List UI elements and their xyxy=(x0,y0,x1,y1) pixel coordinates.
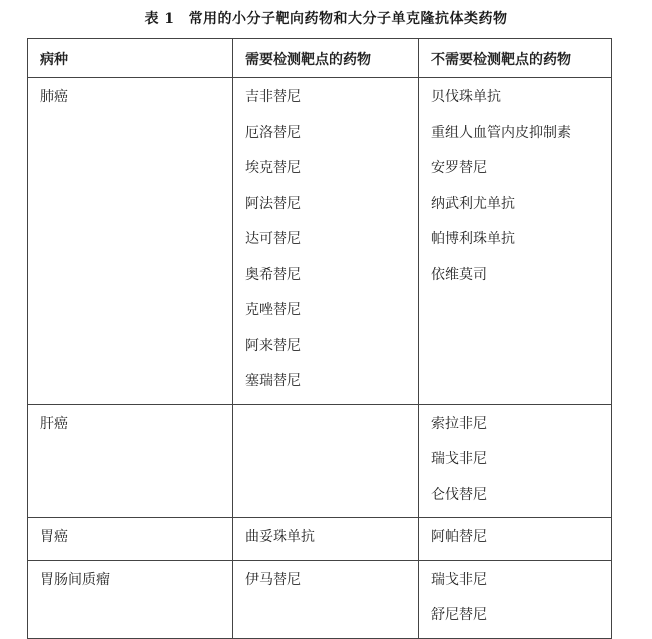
targeted-drugs-cell xyxy=(233,404,419,518)
drug-name: 阿帕替尼 xyxy=(431,529,487,545)
drug-name: 塞瑞替尼 xyxy=(245,373,301,389)
drug-name: 依维莫司 xyxy=(431,266,487,283)
drug-name: 埃克替尼 xyxy=(245,160,301,176)
disease-cell xyxy=(28,78,233,405)
drug-name: 贝伐珠单抗 xyxy=(431,89,501,105)
untargeted-drugs-cell xyxy=(419,560,612,638)
drug-name: 安罗替尼 xyxy=(431,160,487,176)
untargeted-drugs-cell xyxy=(419,518,612,561)
drug-name: 厄洛替尼 xyxy=(245,124,301,141)
drug-name: 纳武利尤单抗 xyxy=(431,195,515,212)
drug-name: 伊马替尼 xyxy=(245,571,301,588)
table-body xyxy=(28,78,612,639)
table-row xyxy=(28,518,612,561)
drug-name: 瑞戈非尼 xyxy=(431,571,487,588)
drug-table xyxy=(27,38,612,639)
header-untargeted-drugs: 不需要检测靶点的药物 xyxy=(419,39,612,78)
drug-name: 奥希替尼 xyxy=(245,266,301,283)
table-caption xyxy=(0,8,652,28)
drug-name: 吉非替尼 xyxy=(245,89,301,105)
drug-name: 达可替尼 xyxy=(245,231,301,247)
targeted-drugs-cell xyxy=(233,560,419,638)
disease-cell xyxy=(28,404,233,518)
drug-name: 克唑替尼 xyxy=(245,302,301,318)
drug-name: 阿法替尼 xyxy=(245,195,301,212)
drug-name: 重组人血管内皮抑制素 xyxy=(431,124,571,141)
header-targeted-drugs: 需要检测靶点的药物 xyxy=(233,39,419,78)
table-row xyxy=(28,560,612,638)
drug-name: 索拉非尼 xyxy=(431,415,487,432)
disease-name: 胃癌 xyxy=(40,529,68,545)
table-row xyxy=(28,404,612,518)
drug-name: 瑞戈非尼 xyxy=(431,451,487,467)
table-number: 表 1 xyxy=(144,11,175,27)
header-disease: 病种 xyxy=(28,39,233,78)
drug-name: 曲妥珠单抗 xyxy=(245,529,315,545)
untargeted-drugs-cell xyxy=(419,404,612,518)
targeted-drugs-cell xyxy=(233,78,419,405)
table-title: 常用的小分子靶向药物和大分子单克隆抗体类药物 xyxy=(188,11,508,27)
untargeted-drugs-cell xyxy=(419,78,612,405)
disease-name: 肺癌 xyxy=(40,89,68,105)
disease-name: 肝癌 xyxy=(40,415,68,432)
drug-name: 仑伐替尼 xyxy=(431,486,487,503)
disease-cell xyxy=(28,518,233,561)
header-row xyxy=(28,39,612,78)
disease-cell xyxy=(28,560,233,638)
table-row xyxy=(28,78,612,405)
drug-name: 帕博利珠单抗 xyxy=(431,231,515,247)
targeted-drugs-cell xyxy=(233,518,419,561)
disease-name: 胃肠间质瘤 xyxy=(40,571,110,588)
drug-name: 阿来替尼 xyxy=(245,337,301,354)
drug-name: 舒尼替尼 xyxy=(431,607,487,623)
